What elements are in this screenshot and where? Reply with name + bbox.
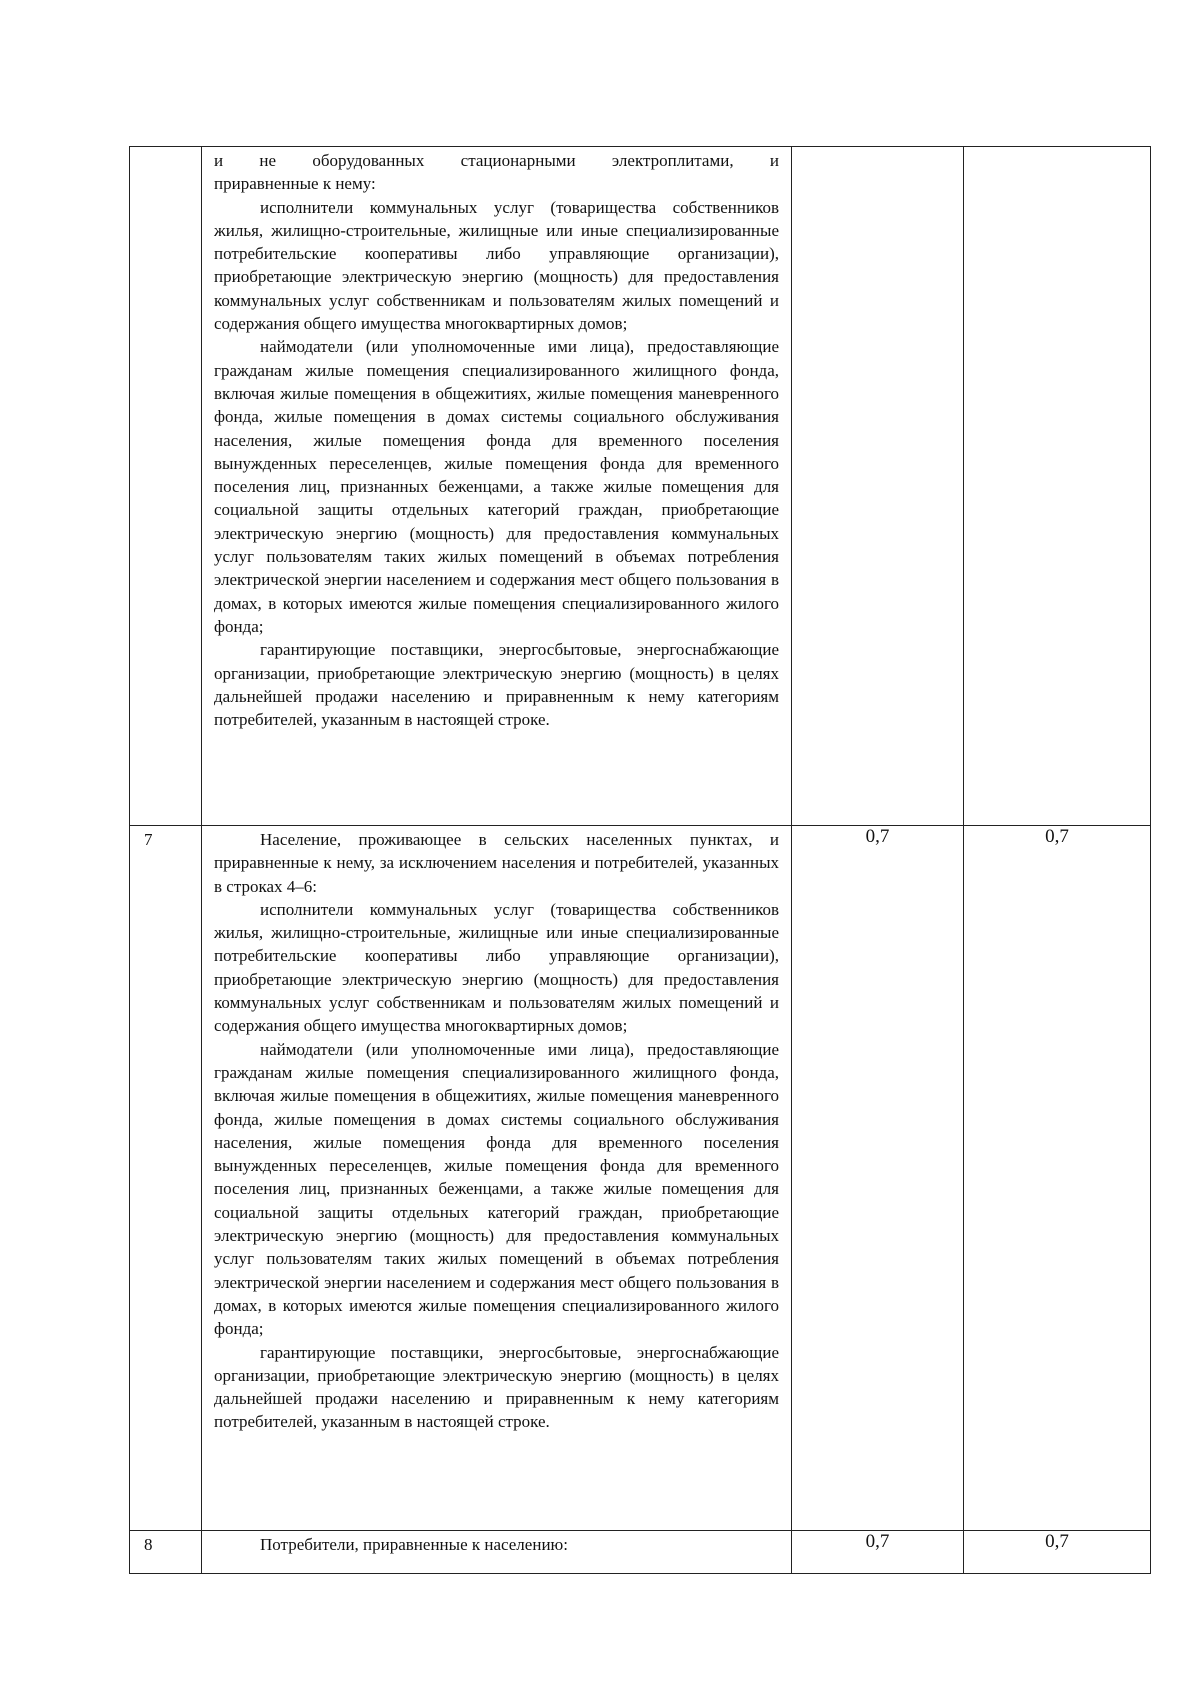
- coefficient-cell: 0,7: [792, 1531, 964, 1574]
- tariff-table: [129, 146, 1151, 1574]
- row-number: 7: [130, 826, 202, 1531]
- description-paragraph: гарантирующие поставщики, энергосбытовые, энергоснабжающие организации, приобретающие электрическую энергию (мощность) в целях дальнейшей продажи населению и приравненным к нему категориям потребителей, указанным в настоящей строке.: [214, 1342, 779, 1432]
- description-paragraph: исполнители коммунальных услуг (товарищества собственников жилья, жилищно-строительные, жилищные или иные специализированные потребительские кооперативы либо управляющие организации), приобретающие электрическую энергию (мощность) для предоставления коммунальных услуг собственникам и пользователям жилых помещений и содержания общего имущества многоквартирных домов;: [214, 899, 779, 1036]
- coefficient-cell: [792, 147, 964, 826]
- row-description: [202, 1531, 792, 1574]
- description-paragraph: приравненные к нему:: [214, 174, 376, 194]
- table-row: [130, 1531, 1151, 1574]
- table-row: [130, 826, 1151, 1531]
- table-row: [130, 147, 1151, 826]
- description-paragraph: исполнители коммунальных услуг (товарищества собственников жилья, жилищно-строительные, жилищные или иные специализированные потребительские кооперативы либо управляющие организации), приобретающие электрическую энергию (мощность) для предоставления коммунальных услуг собственникам и пользователям жилых помещений и содержания общего имущества многоквартирных домов;: [214, 197, 779, 334]
- coefficient-cell: 0,7: [964, 826, 1151, 1531]
- row-number: 8: [130, 1531, 202, 1574]
- coefficient-cell: [964, 147, 1151, 826]
- row-description: [202, 147, 792, 826]
- description-paragraph: Население, проживающее в сельских населенных пунктах, и приравненные к нему, за исключением населения и потребителей, указанных в строках 4–6:: [214, 830, 779, 896]
- description-paragraph: Потребители, приравненные к населению:: [260, 1535, 568, 1554]
- coefficient-cell: 0,7: [792, 826, 964, 1531]
- description-paragraph: наймодатели (или уполномоченные ими лица), предоставляющие гражданам жилые помещения специализированного жилищного фонда, включая жилые помещения в общежитиях, жилые помещения маневренного фонда, жилые помещения в домах системы социального обслуживания населения, жилые помещения фонда для временного поселения вынужденных переселенцев, жилые помещения фонда для временного поселения лиц, признанных беженцами, а также жилые помещения для социальной защиты отдельных категорий граждан, приобретающие электрическую энергию (мощность) для предоставления коммунальных услуг пользователям таких жилых помещений в объемах потребления электрической энергии населением и содержания мест общего пользования в домах, в которых имеются жилые помещения специализированного жилого фонда;: [214, 337, 779, 636]
- coefficient-cell: 0,7: [964, 1531, 1151, 1574]
- description-paragraph: и не оборудованных стационарными электроплитами, и: [214, 151, 779, 170]
- description-paragraph: гарантирующие поставщики, энергосбытовые, энергоснабжающие организации, приобретающие электрическую энергию (мощность) в целях дальнейшей продажи населению и приравненным к нему категориям потребителей, указанным в настоящей строке.: [214, 640, 779, 730]
- row-number: [130, 147, 202, 826]
- row-description: [202, 826, 792, 1531]
- description-paragraph: наймодатели (или уполномоченные ими лица), предоставляющие гражданам жилые помещения специализированного жилищного фонда, включая жилые помещения в общежитиях, жилые помещения маневренного фонда, жилые помещения в домах системы социального обслуживания населения, жилые помещения фонда для временного поселения вынужденных переселенцев, жилые помещения фонда для временного поселения лиц, признанных беженцами, а также жилые помещения для социальной защиты отдельных категорий граждан, приобретающие электрическую энергию (мощность) для предоставления коммунальных услуг пользователям таких жилых помещений в объемах потребления электрической энергии населением и содержания мест общего пользования в домах, в которых имеются жилые помещения специализированного жилого фонда;: [214, 1039, 779, 1339]
